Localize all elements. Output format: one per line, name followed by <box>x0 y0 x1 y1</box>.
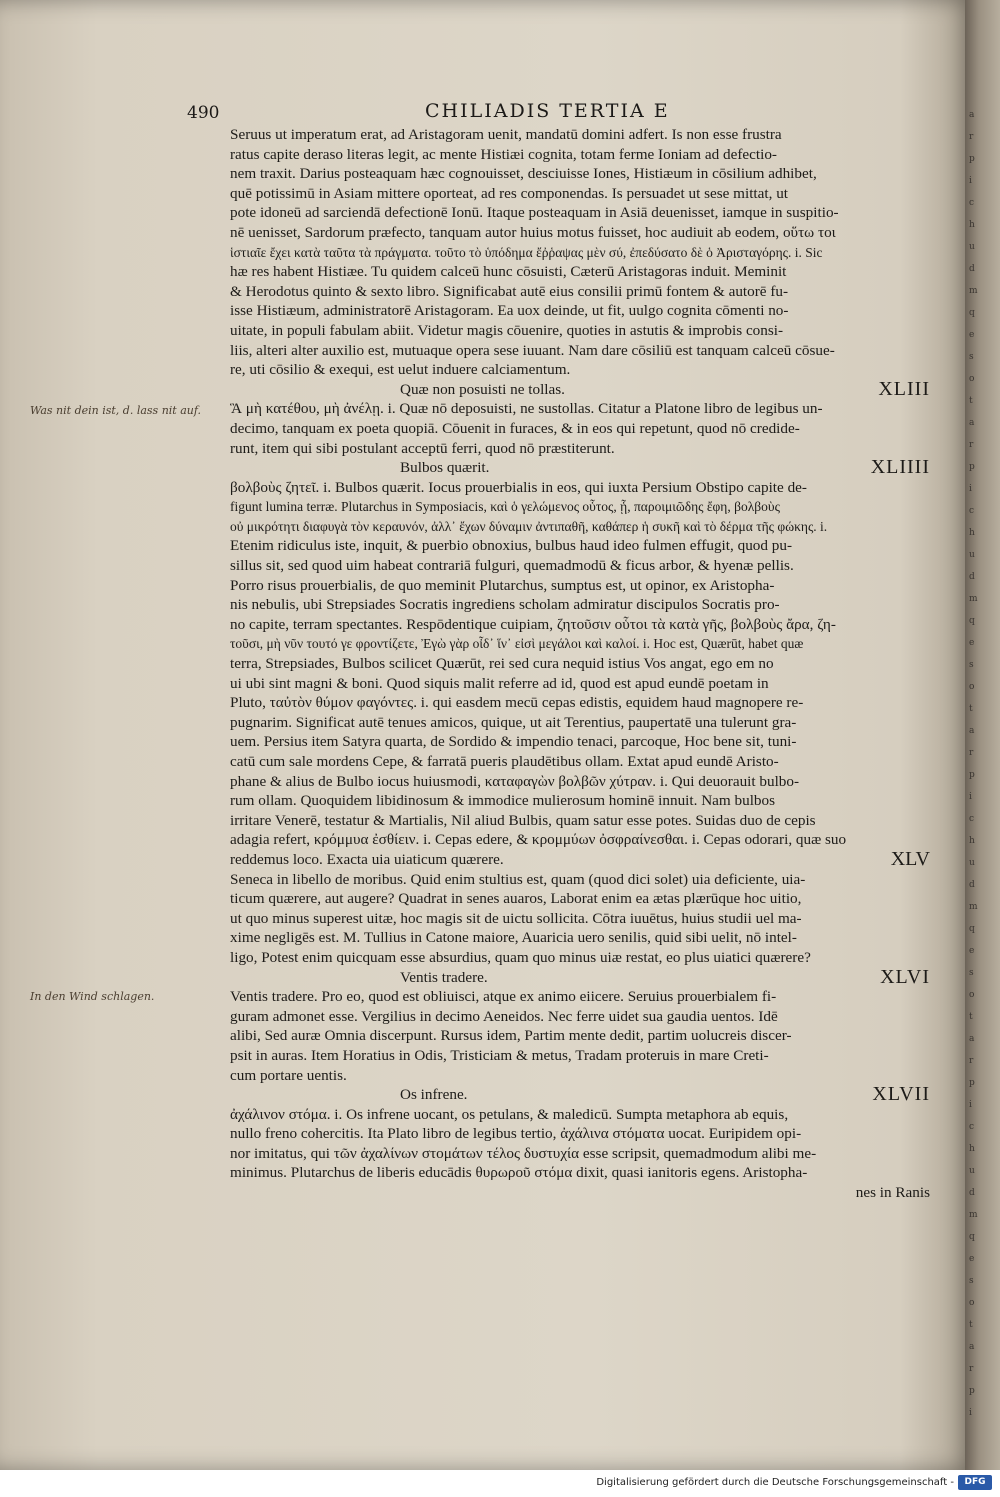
text-line <box>230 517 930 537</box>
text-line <box>230 497 930 517</box>
edge-glyph: i <box>969 1408 972 1418</box>
edge-glyph: d <box>969 264 975 274</box>
text-line-content: terra, Strepsiades, Bulbos scilicet Quærūt, rei sed cura nequid istius Vos angat, ego em no <box>230 655 774 673</box>
text-line-content: isse Histiæum, administratorē Aristagoram. Ea uox deinde, ut fit, uulgo cognita cōmenti no- <box>230 302 789 320</box>
text-line-content: no capite, terram spectantes. Respōdentique cuipiam, ζητοῦσιν οὗτοι τὰ κατὰ γῆς, βολβοὺς ἄρα, ζη- <box>230 615 836 633</box>
text-line <box>230 1105 930 1125</box>
footer-credit: Digitalisierung gefördert durch die Deutsche Forschungsgemeinschaft - <box>596 1477 954 1488</box>
page-number: 490 <box>187 103 220 123</box>
text-line-content: rum ollam. Quoquidem libidinosum & immodice mulierosum hominē innuit. Nam bulbos <box>230 792 776 810</box>
edge-glyph: m <box>969 1210 978 1220</box>
text-line <box>230 321 930 341</box>
text-line-content: Ventis tradere. <box>400 968 488 986</box>
edge-glyph: o <box>969 374 975 384</box>
text-line <box>230 595 930 615</box>
edge-glyph: o <box>969 1298 975 1308</box>
text-line-content: Porro risus prouerbialis, de quo meminit Plutarchus, sumptus est, ut opinor, ex Aristopha- <box>230 576 775 594</box>
text-line-content: uem. Persius item Satyra quarta, de Sordido & impendio tenaci, parcoque, Hoc bene sit, tuni- <box>230 733 797 751</box>
text-line-content: quē potissimū in Asiam mittere oporteat, ad res componendas. Is persuadet ut sese mittat, ut <box>230 184 789 202</box>
text-line <box>230 732 930 752</box>
edge-glyph: h <box>969 220 975 230</box>
adage-number: XLIIII <box>870 458 930 478</box>
text-line <box>230 125 930 145</box>
running-head: CHILIADIS TERTIA E <box>425 100 670 122</box>
text-line <box>230 1046 930 1066</box>
text-line-content: uitate, in populi fabulam abiit. Videtur magis cōuenire, quoties in astutis & improbis consi- <box>230 321 784 339</box>
text-line-content: Ἃ μὴ κατέθου, μὴ ἀνέλῃ. i. Quæ nō deposuisti, ne sustollas. Citatur a Platone libro de legibus un- <box>230 400 823 418</box>
edge-glyph: q <box>969 1232 975 1242</box>
text-line-content: catū cum sale mordens Cepe, & farratā pueris plaudētibus ollam. Extat apud eundē Aristo- <box>230 753 779 770</box>
text-line <box>230 556 930 576</box>
edge-glyph: m <box>969 594 978 604</box>
text-line <box>230 674 930 694</box>
footer-bar <box>0 1470 1000 1497</box>
text-line-content: phane & alius de Bulbo iocus huiusmodi, καταφαγὼν βολβῶν χύτραν. i. Qui deuorauit bulbo- <box>230 772 800 790</box>
adage-title <box>230 1085 930 1105</box>
text-line <box>230 301 930 321</box>
edge-glyph: q <box>969 924 975 934</box>
edge-glyph: p <box>969 462 975 472</box>
text-line <box>230 870 930 890</box>
text-line <box>230 1124 930 1144</box>
text-line-content: pote idoneū ad sarciendā defectionē Ionū. Itaque posteaquam in Asiā deuenisset, iamque in suspitio- <box>230 204 839 222</box>
text-line-content: cum portare uentis. <box>230 1066 347 1084</box>
edge-glyph: o <box>969 682 975 692</box>
text-line-content: psit in auras. Item Horatius in Odis, Tristiciam & metus, Tradam proteruis in mare Creti- <box>230 1046 769 1064</box>
text-line <box>230 693 930 713</box>
margin-note: In den Wind schlagen. <box>30 990 155 1003</box>
text-line <box>230 811 930 831</box>
text-line-content: βολβοὺς ζητεῖ. i. Bulbos quærit. Iocus prouerbialis in eos, qui iuxta Persium Obstipo capite de- <box>230 478 807 496</box>
edge-glyph: a <box>969 1342 975 1352</box>
edge-glyph: p <box>969 1078 975 1088</box>
edge-glyph: d <box>969 1188 975 1198</box>
text-line-content: ui ubi sint magni & boni. Quod siquis malit referre ad id, quod est apud eundē poetam in <box>230 674 769 692</box>
adage-number: XLVII <box>872 1085 930 1105</box>
text-line <box>230 1026 930 1046</box>
edge-glyph: h <box>969 836 975 846</box>
text-line <box>230 262 930 282</box>
text-line-content: alibi, Sed auræ Omnia discerpunt. Rursus idem, Partim mente dedit, partim uolucreis discer- <box>230 1027 792 1045</box>
edge-glyph: a <box>969 110 975 120</box>
body-text <box>230 125 930 1203</box>
edge-glyph: t <box>969 704 973 714</box>
edge-glyph: c <box>969 1122 975 1132</box>
text-line-content: Bulbos quærit. <box>400 459 490 477</box>
edge-glyph: i <box>969 484 972 494</box>
text-line <box>230 948 930 968</box>
edge-glyph: h <box>969 1144 975 1154</box>
text-line <box>230 164 930 184</box>
edge-glyph: s <box>969 352 974 362</box>
edge-glyph: e <box>969 330 975 340</box>
adage-number: XLVI <box>880 967 930 988</box>
text-line-content: nullo freno cohercitis. Ita Plato libro de legibus tertio, ἀχάλινα στόματα uocat. Euripidem opi- <box>230 1125 802 1143</box>
text-line-content: & Herodotus quinto & sexto libro. Significabat autē eius consilii primū fontem & autorē fu- <box>230 282 789 300</box>
edge-glyph: c <box>969 506 975 516</box>
edge-glyph: e <box>969 946 975 956</box>
text-line-content: τοῦσι, μὴ νῦν τουτό γε φροντίζετε, Ἐγὼ γὰρ οἶδ᾽ ἵν᾽ εἰσὶ μεγάλοι καὶ καλοί. i. Hoc est, Quærūt, habet quæ <box>230 636 804 652</box>
text-line <box>230 1183 930 1203</box>
text-line-content: hæ res habent Histiæe. Tu quidem calceū hunc cōsuisti, Cæterū Aristagoras induit. Meminit <box>230 263 787 281</box>
edge-glyph: c <box>969 198 975 208</box>
text-line <box>230 282 930 302</box>
edge-glyph: u <box>969 550 975 560</box>
text-line-content: Etenim ridiculus iste, inquit, & puerbio obnoxius, bulbus haud ideo fulmen effugit, quod pu- <box>230 537 793 555</box>
edge-glyph: u <box>969 858 975 868</box>
text-line-content: minimus. Plutarchus de liberis educādis θυρωροῦ στόμα dixit, quasi ianitoris egens. Aristopha- <box>230 1164 808 1182</box>
text-line <box>230 850 930 870</box>
adage-title <box>230 380 930 400</box>
edge-glyph: r <box>969 440 974 450</box>
edge-glyph: r <box>969 748 974 758</box>
text-line <box>230 243 930 263</box>
edge-glyph: u <box>969 242 975 252</box>
text-line-content: adagia refert, κρόμμυα ἐσθίειν. i. Cepas edere, & κρομμύων ὀσφραίνεσθαι. i. Cepas odorari, quæ suo <box>230 831 847 849</box>
adage-title <box>230 458 930 478</box>
edge-glyph: e <box>969 638 975 648</box>
text-line-content: ἀχάλινον στόμα. i. Os infrene uocant, os petulans, & maledicū. Sumpta metaphora ab equis, <box>230 1105 789 1123</box>
edge-glyph: s <box>969 968 974 978</box>
text-line <box>230 654 930 674</box>
text-line <box>230 830 930 850</box>
text-line-content: pugnarim. Significat autē tenues amicos, quique, ut ait Terentius, paupertatē una tulerunt gra- <box>230 713 797 731</box>
text-line <box>230 772 930 792</box>
edge-glyph: t <box>969 1320 973 1330</box>
text-line-content: runt, item qui sibi postulant acceptū ferri, quod nō præstiterunt. <box>230 439 615 457</box>
adage-number: XLV <box>890 849 930 870</box>
edge-glyph: a <box>969 726 975 736</box>
edge-glyph: c <box>969 814 975 824</box>
text-line-content: guram admonet esse. Vergilius in decimo Aeneidos. Nec ferre uidet sua gaudia uentos. Idē <box>230 1007 778 1025</box>
text-line <box>230 341 930 361</box>
edge-glyph: i <box>969 176 972 186</box>
edge-glyph: p <box>969 154 975 164</box>
text-line-content: ut quo minus superest uitæ, hoc magis sit de uictu sollicita. Cōtra iuuētus, huius studii uel ma- <box>230 909 802 927</box>
text-line-content: nem traxit. Darius posteaquam hæc cognouisset, desciuisse Iones, Histiæum in cōsilium adhibet, <box>230 165 817 183</box>
text-line <box>230 576 930 596</box>
text-line-content: decimo, tanquam ex poeta quopiā. Cōuenit in furaces, & in eos qui repetunt, quod nō credide- <box>230 419 800 437</box>
text-line <box>230 634 930 654</box>
text-line-content: Os infrene. <box>400 1086 468 1104</box>
text-line-content: Ventis tradere. Pro eo, quod est obliuisci, atque ex animo eiicere. Seruius prouerbialem fi- <box>230 988 777 1006</box>
margin-note: Was nit dein ist, d. lass nit auf. <box>30 404 202 417</box>
edge-glyph: r <box>969 1056 974 1066</box>
next-page-edge <box>965 0 1000 1470</box>
text-line-content: nes in Ranis <box>855 1184 930 1202</box>
edge-glyph: u <box>969 1166 975 1176</box>
edge-glyph: d <box>969 572 975 582</box>
text-line <box>230 223 930 243</box>
dfg-logo: DFG <box>958 1475 992 1490</box>
text-line <box>230 987 930 1007</box>
edge-glyph: p <box>969 1386 975 1396</box>
text-line-content: ἱστιαῖε ἔχει κατὰ ταῦτα τὰ πράγματα. τοῦτο τὸ ὑπόδημα ἔῤῥαψας μὲν σύ, ἐπεδύσατο δὲ ὁ Ἀρισταγόρης. i. Sic <box>230 244 823 260</box>
text-line-content: liis, alteri alter auxilio est, mutuaque opera sese iuuant. Nam dare cōsiliū est tanquam calceū cōsue- <box>230 341 835 359</box>
text-line <box>230 1144 930 1164</box>
text-line-content: Seruus ut imperatum erat, ad Aristagoram uenit, mandatū domini adfert. Is non esse frustra <box>230 126 782 143</box>
text-line-content: ticum quærere, aut augere? Quadrat in senes auaros, Laborat enim ea ætas plærūque hoc uitio, <box>230 890 802 908</box>
text-line-content: ligo, Potest enim quicquam esse absurdius, quam quo minus uiæ restat, eo plus uiatici quærere? <box>230 948 811 966</box>
edge-glyph: t <box>969 396 973 406</box>
text-line-content: nē uenisset, Sardorum præfecto, tanquam autor huius motus fuisset, hoc audiuit ab eodem, οὕτω τοι <box>230 223 836 241</box>
text-line <box>230 928 930 948</box>
edge-glyph: q <box>969 308 975 318</box>
text-line-content: nis nebulis, ubi Strepsiades Socratis ingrediens scholam admiratur discipulos Socratis pro- <box>230 596 780 614</box>
edge-glyph: a <box>969 418 975 428</box>
text-line <box>230 184 930 204</box>
text-line <box>230 399 930 419</box>
text-line <box>230 1007 930 1027</box>
edge-glyph: r <box>969 132 974 142</box>
text-line <box>230 713 930 733</box>
edge-glyph: s <box>969 660 974 670</box>
text-line-content: figunt lumina terræ. Plutarchus in Symposiacis, καὶ ὁ γελώμενος οὗτος, ᾗ, παροιμιῶδης ἔφη, βολβοὺς <box>230 499 780 515</box>
text-line-content: reddemus loco. Exacta uia uiaticum quærere. <box>230 850 504 868</box>
edge-glyph: i <box>969 1100 972 1110</box>
text-line-content: Seneca in libello de moribus. Quid enim stultius est, quam (quod dici solet) uia deficiente, uia- <box>230 870 806 888</box>
text-line <box>230 536 930 556</box>
edge-glyph: a <box>969 1034 975 1044</box>
text-line <box>230 1163 930 1183</box>
edge-glyph: t <box>969 1012 973 1022</box>
text-line <box>230 419 930 439</box>
text-line <box>230 752 930 772</box>
text-line-content: xime negligēs est. M. Tullius in Catone maiore, Auaricia uero senilis, quid sibi uelit, nō intel- <box>230 929 797 947</box>
edge-glyph: h <box>969 528 975 538</box>
adage-number: XLIII <box>878 379 930 400</box>
text-line <box>230 439 930 459</box>
text-line <box>230 909 930 929</box>
text-line <box>230 478 930 498</box>
edge-glyph: r <box>969 1364 974 1374</box>
text-line-content: nor imitatus, qui τῶν ἀχαλίνων στομάτων τέλος δυστυχία esse scripsit, quemadmodum alibi me- <box>230 1144 817 1162</box>
text-line-content: ratus capite deraso literas legit, ac mente Histiæi cognita, totam ferme Ioniam ad defectio- <box>230 145 777 163</box>
text-line <box>230 615 930 635</box>
edge-glyph: o <box>969 990 975 1000</box>
text-line <box>230 1066 930 1086</box>
adage-title <box>230 968 930 988</box>
text-line-content: Quæ non posuisti ne tollas. <box>400 380 565 398</box>
text-line <box>230 360 930 380</box>
edge-glyph: i <box>969 792 972 802</box>
text-line <box>230 791 930 811</box>
text-line <box>230 145 930 165</box>
edge-glyph: m <box>969 286 978 296</box>
edge-glyph: m <box>969 902 978 912</box>
edge-glyph: q <box>969 616 975 626</box>
edge-glyph: p <box>969 770 975 780</box>
text-line-content: re, uti cōsilio & exequi, est uelut induere calciamentum. <box>230 361 571 379</box>
text-line <box>230 889 930 909</box>
edge-glyph: e <box>969 1254 975 1264</box>
text-line-content: Pluto, ταὐτὸν θύμον φαγόντες. i. qui easdem mecū cepas edistis, equidem haud magnopere re- <box>230 694 804 712</box>
text-line <box>230 203 930 223</box>
edge-glyph: s <box>969 1276 974 1286</box>
edge-glyph: d <box>969 880 975 890</box>
text-line-content: sillus sit, sed quod uim habeat contrariā fulguri, quemadmodū & ficus arbor, & hyenæ pellis. <box>230 557 794 575</box>
text-line-content: irritare Venerē, testatur & Martialis, Nil aliud Bulbis, quam satur esse potes. Suidas duo de cepis <box>230 811 816 829</box>
text-line-content: οὐ μικρότητι διαφυγὰ τὸν κεραυνόν, ἀλλ᾽ ἔχων δύναμιν ἀντιπαθῆ, καθάπερ ἡ συκῆ καὶ τὸ δέρμα τῆς φώκης. i. <box>230 518 828 534</box>
